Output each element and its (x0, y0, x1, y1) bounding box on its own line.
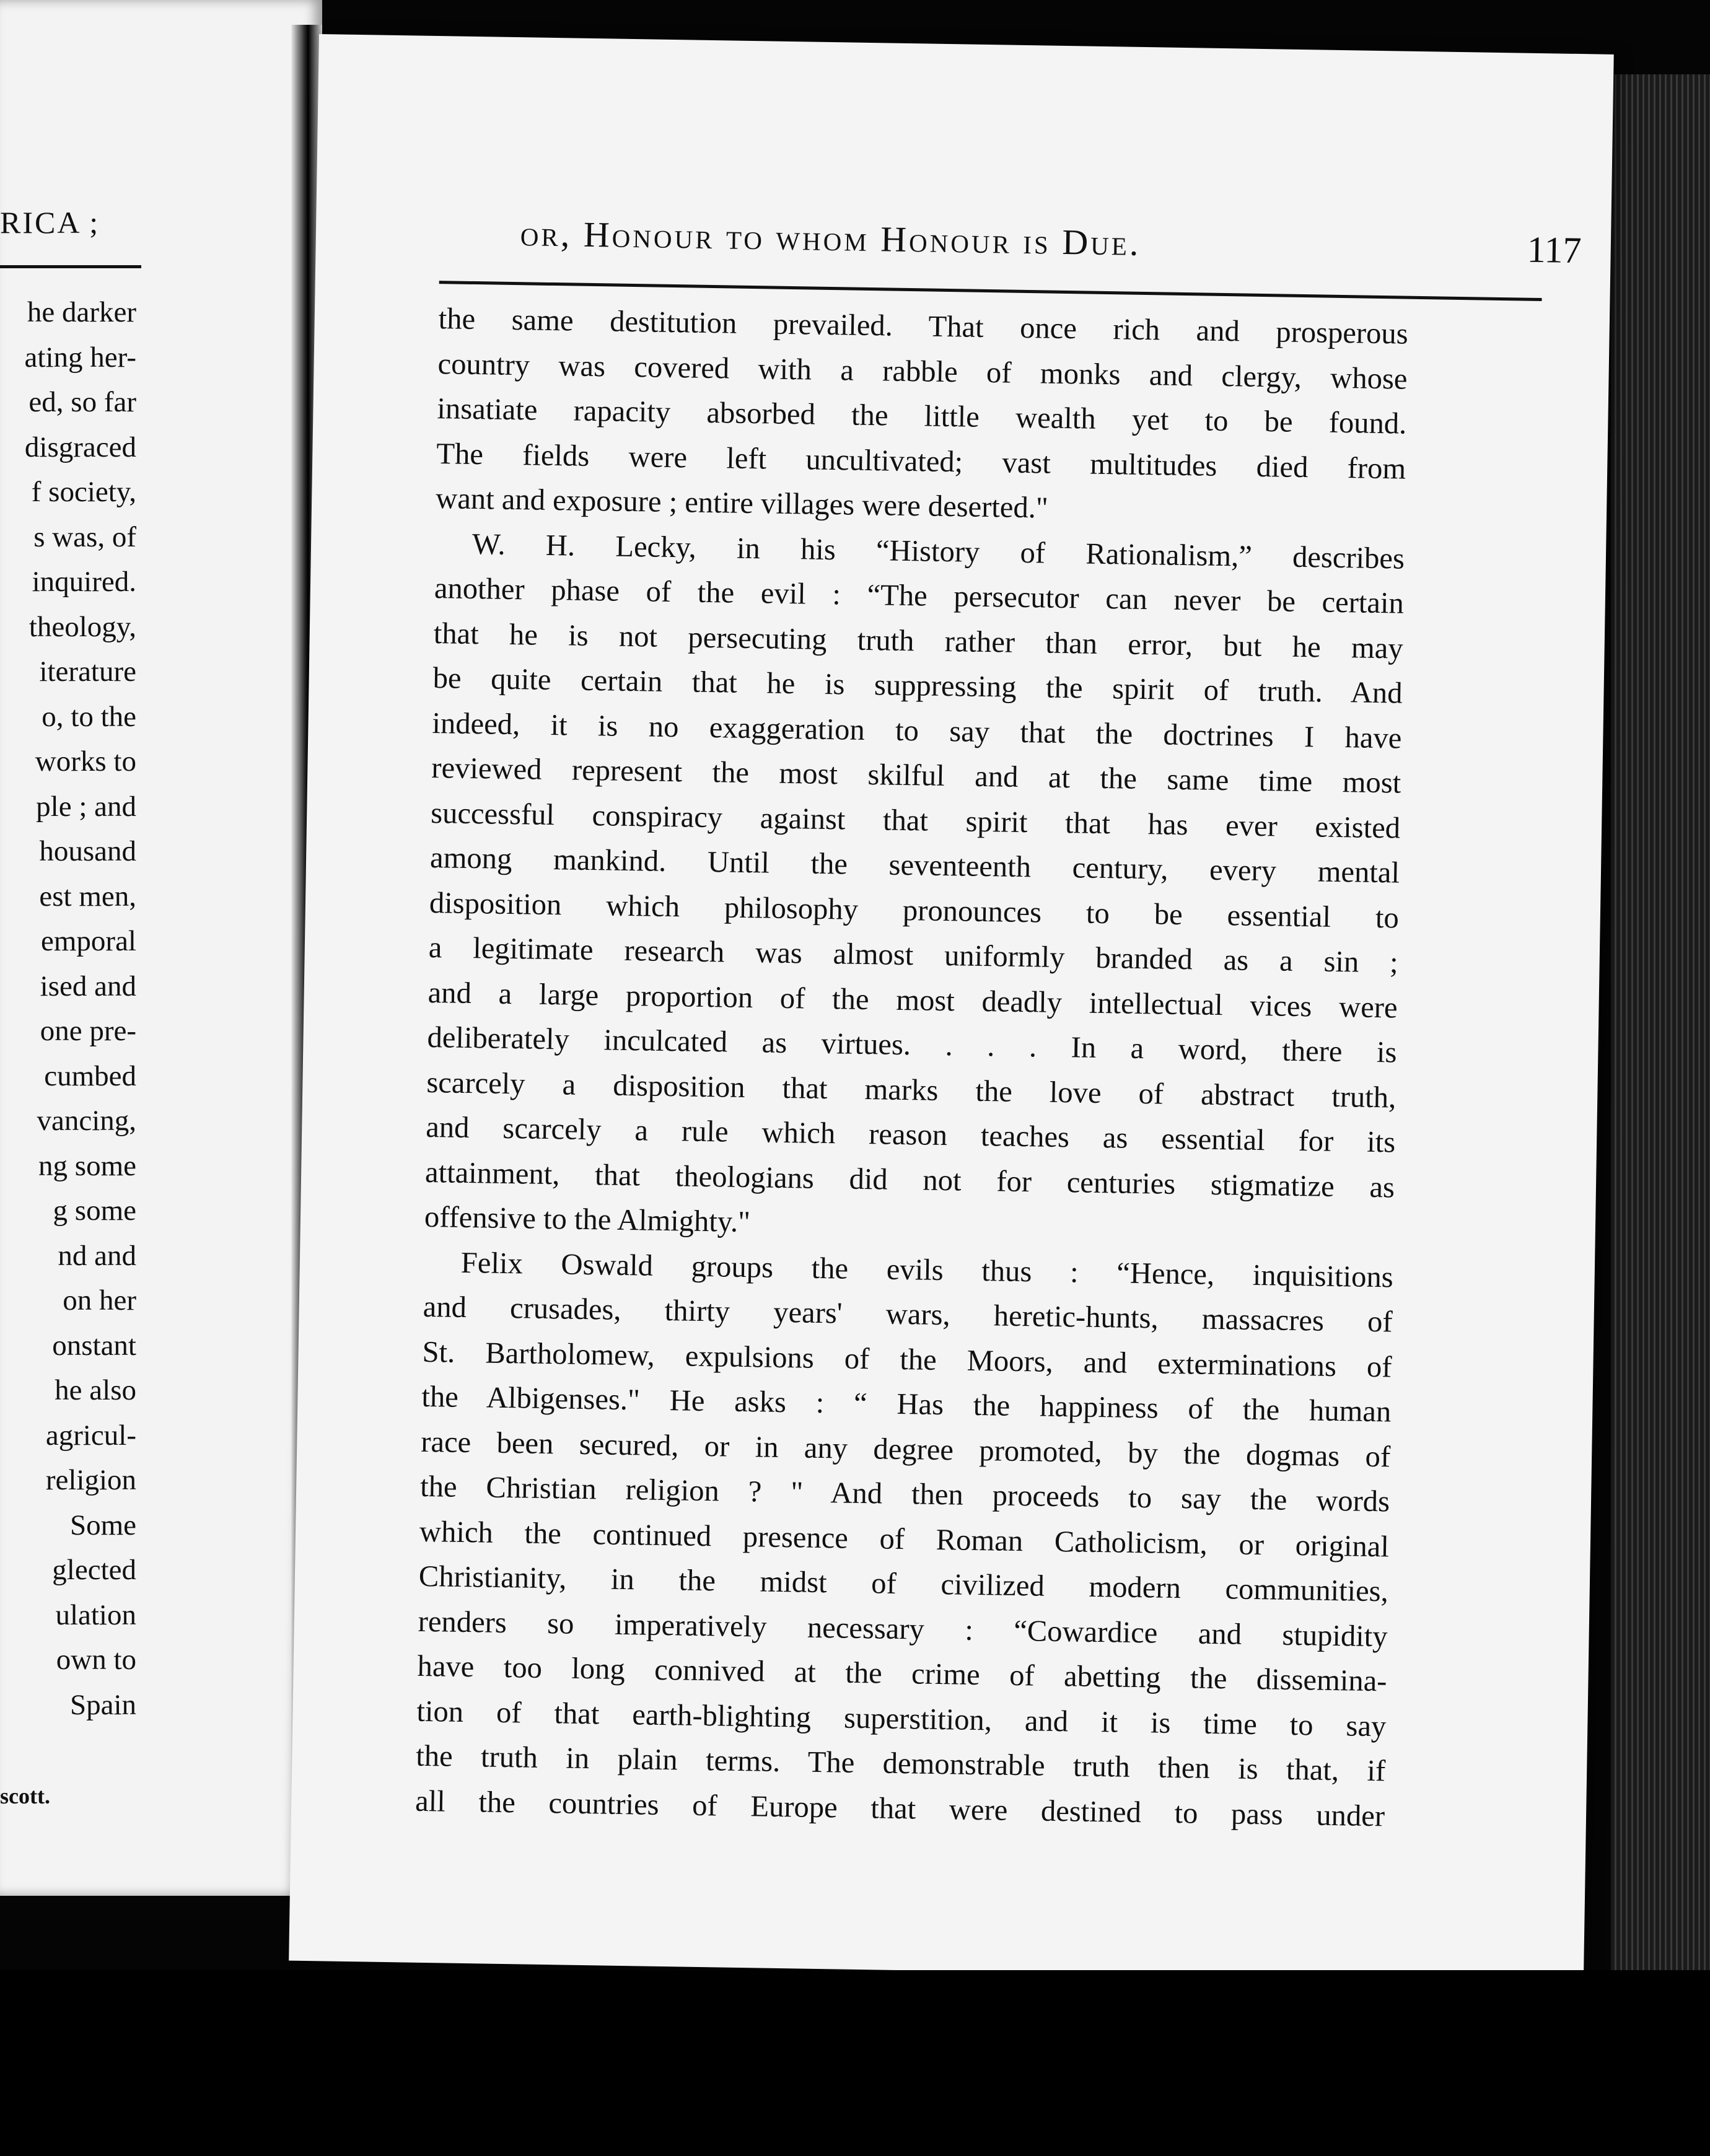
head-rule (439, 281, 1542, 301)
left-text-line: nd and (58, 1239, 136, 1272)
text-line: race been secured, or in any degree promoted, by the dogmas of (420, 1424, 1391, 1473)
left-text-line: glected (52, 1554, 136, 1586)
left-text-line: iterature (39, 655, 136, 688)
text-line: and scarcely a rule which reason teaches as essential for its (425, 1110, 1396, 1159)
text-line: The fields were left uncultivated; vast multitudes died from (436, 436, 1406, 486)
left-text-line: ple ; and (36, 790, 136, 823)
left-text-line: onstant (52, 1329, 136, 1362)
text-line: Felix Oswald groups the evils thus : “Hence, inquisitions (460, 1245, 1394, 1294)
text-line: that he is not persecuting truth rather than error, but he may (433, 616, 1404, 665)
text-line: among mankind. Until the seventeenth century, every mental (429, 840, 1400, 890)
text-line: W. H. Lecky, in his “History of Rationalism,” describes (471, 527, 1405, 576)
left-head-rule (0, 265, 141, 268)
text-line: the same destitution prevailed. That once rich and prosperous (438, 302, 1409, 351)
left-page-text (0, 290, 136, 1727)
text-line: be quite certain that he is suppressing the spirit of truth. And (432, 661, 1403, 710)
scan-bottom-margin (0, 1970, 1710, 2156)
text-line: indeed, it is no exaggeration to say that the doctrines I have (432, 706, 1402, 755)
left-text-line: disgraced (24, 431, 136, 463)
left-text-line: ised and (40, 970, 136, 1002)
page-number: 117 (1527, 229, 1582, 271)
text-line: and crusades, thirty years' wars, heretic-hunts, massacres of (423, 1289, 1393, 1339)
left-running-head: RICA ; (0, 205, 100, 240)
left-text-line: ating her- (24, 341, 136, 374)
text-line: reviewed represent the most skilful and at the same time most (431, 750, 1401, 800)
left-text-line: o, to the (42, 700, 136, 733)
text-line: the truth in plain terms. The demonstrable truth then is that, if (415, 1738, 1386, 1788)
left-text-line: ng some (38, 1149, 136, 1182)
left-text-line: one pre- (40, 1015, 136, 1047)
left-text-line: s was, of (33, 520, 136, 553)
page-edges (1611, 74, 1710, 2156)
left-text-line: inquired. (32, 566, 136, 598)
text-line: the Christian religion ? " And then proceeds to say the words (419, 1469, 1390, 1518)
left-text-line: own to (56, 1644, 136, 1676)
left-text-line: he also (55, 1374, 136, 1406)
left-text-line: vancing, (37, 1105, 136, 1137)
text-line: tion of that earth-blighting superstition, and it is time to say (416, 1694, 1387, 1743)
text-line: another phase of the evil : “The persecutor can never be certain (434, 571, 1405, 620)
right-page (289, 34, 1614, 1981)
left-text-line: ed, so far (28, 386, 136, 418)
text-line: Christianity, in the midst of civilized modern communities, (418, 1559, 1389, 1608)
text-line: scarcely a disposition that marks the love of abstract truth, (426, 1065, 1396, 1115)
left-text-line: f society, (31, 476, 136, 508)
left-signature-mark: scott. (0, 1784, 50, 1808)
left-text-line: emporal (41, 925, 136, 957)
text-line: disposition which philosophy pronounces to be essential to (429, 885, 1400, 935)
text-line: St. Bartholomew, expulsions of the Moors, and exterminations of (422, 1334, 1392, 1383)
running-head: or, Honour to whom Honour is Due. (520, 213, 1141, 263)
body-text (415, 296, 1409, 1838)
left-text-line: agricul- (45, 1419, 136, 1452)
left-text-line: Some (69, 1509, 136, 1541)
text-line: the Albigenses." He asks : “ Has the happiness of the human (421, 1379, 1392, 1429)
text-line: attainment, that theologians did not for centuries stigmatize as (424, 1155, 1395, 1204)
left-text-line: he darker (27, 296, 136, 328)
left-text-line: est men, (39, 880, 136, 913)
text-line: deliberately inculcated as virtues. . . . In a word, there is (427, 1020, 1397, 1069)
left-text-line: works to (35, 745, 136, 778)
left-text-line: housand (39, 835, 136, 867)
text-line: offensive to the Almighty." (424, 1199, 751, 1239)
left-text-line: cumbed (44, 1059, 136, 1092)
left-text-line: g some (53, 1194, 136, 1227)
left-text-line: ulation (55, 1598, 136, 1631)
left-text-line: on her (63, 1284, 136, 1317)
text-line: a legitimate research was almost uniformly branded as a sin ; (428, 930, 1399, 979)
text-line: which the continued presence of Roman Catholicism, or original (419, 1514, 1390, 1563)
text-line: insatiate rapacity absorbed the little wealth yet to be found. (437, 392, 1407, 440)
left-text-line: Spain (69, 1688, 136, 1721)
text-line: and a large proportion of the most deadly intellectual vices were (428, 975, 1398, 1025)
text-line: want and exposure ; entire villages were deserted." (435, 481, 1049, 525)
text-line: successful conspiracy against that spirit that has ever existed (430, 795, 1401, 845)
text-line: all the countries of Europe that were destined to pass under (414, 1784, 1385, 1833)
left-text-line: religion (45, 1464, 136, 1496)
left-text-line: theology, (28, 610, 136, 643)
left-page (0, 0, 322, 1896)
text-line: country was covered with a rabble of monks and clergy, whose (437, 346, 1408, 396)
text-line: renders so imperatively necessary : “Cowardice and stupidity (418, 1604, 1388, 1653)
text-line: have too long connived at the crime of abetting the dissemina- (417, 1649, 1387, 1698)
